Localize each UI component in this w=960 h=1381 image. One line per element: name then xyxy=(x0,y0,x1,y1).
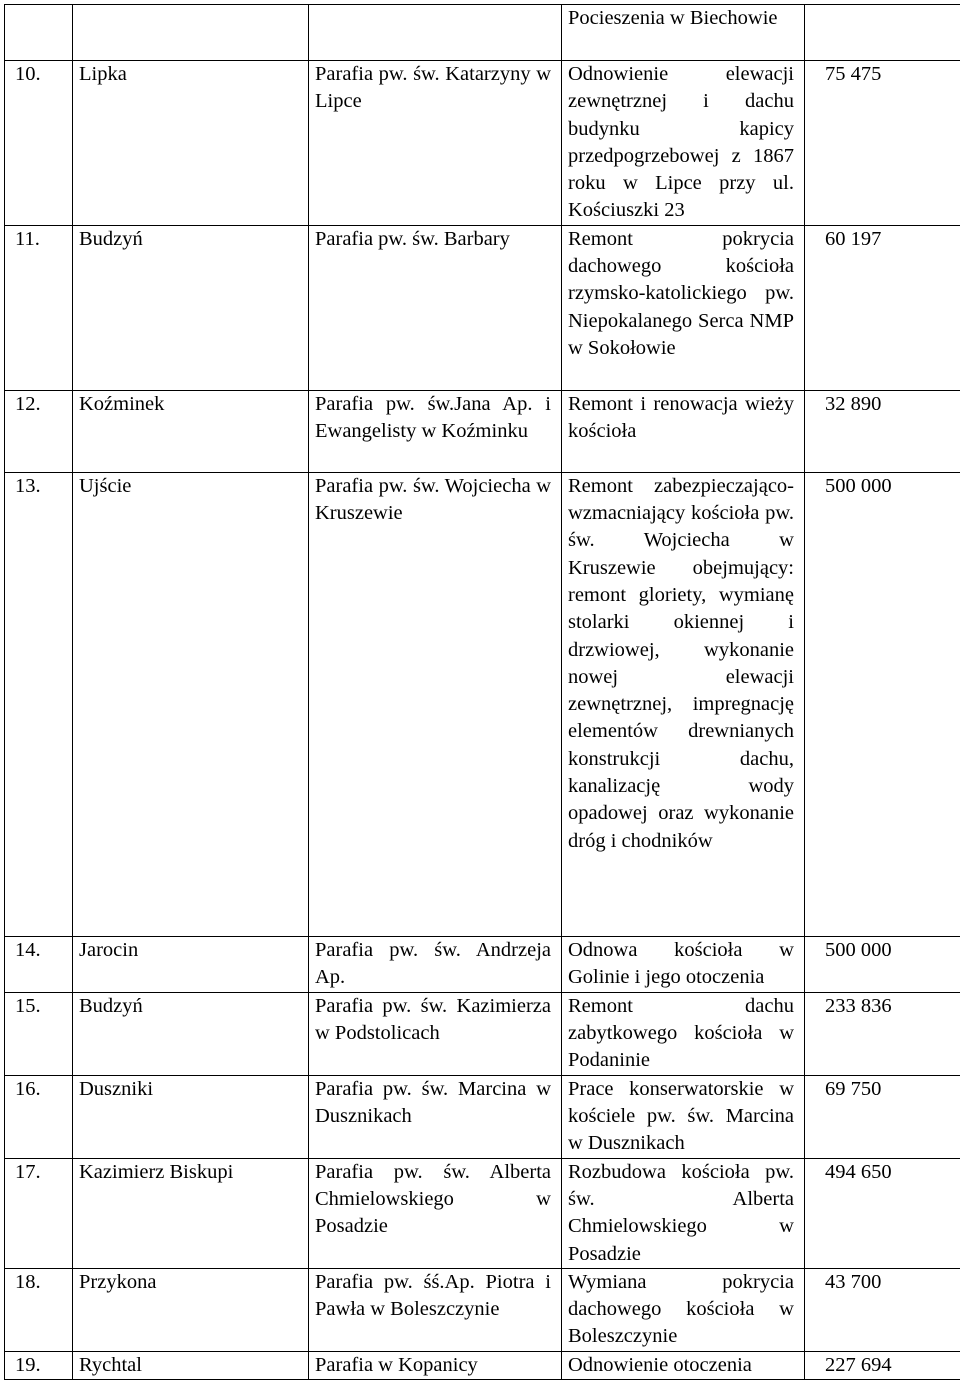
task-description-text: Remont zabezpieczająco-wzmacniający kościoła pw. św. Wojciecha w Kruszewie obejmujący: remont gloriety, wymianę stolarki okiennej i drzwiowej, wykonanie nowej elewacji zewnętrznej, impregnację elementów drewnianych konstrukcji dachu, kanalizację wody opadowej oraz wykonanie dróg i chodników xyxy=(568,474,794,852)
table-row xyxy=(5,1158,960,1268)
beneficiary-parish xyxy=(309,472,562,936)
beneficiary-parish-text: Parafia pw. św. Katarzyny w Lipce xyxy=(315,63,551,113)
grant-amount: 494 650 xyxy=(805,1158,960,1268)
task-description xyxy=(562,472,805,936)
task-description xyxy=(562,936,805,992)
task-description-text: Pocieszenia w Biechowie xyxy=(568,7,778,29)
table-row xyxy=(5,992,960,1075)
beneficiary-parish: Parafia w Kopanicy xyxy=(309,1351,562,1379)
grant-amount: 75 475 xyxy=(805,61,960,226)
task-description-text: Odnowa kościoła w Golinie i jego otoczenia xyxy=(568,938,794,989)
table-row xyxy=(5,1075,960,1158)
grant-amount: 233 836 xyxy=(805,992,960,1075)
beneficiary-parish xyxy=(309,1075,562,1158)
grant-amount: 43 700 xyxy=(805,1268,960,1351)
table-row xyxy=(5,1351,960,1379)
grant-amount: 32 890 xyxy=(805,390,960,472)
row-number: 17. xyxy=(5,1158,73,1268)
grant-amount: 227 694 xyxy=(805,1351,960,1379)
task-description xyxy=(562,1268,805,1351)
beneficiary-parish xyxy=(309,1158,562,1268)
grants-table xyxy=(4,4,960,1380)
row-number: 11. xyxy=(5,225,73,390)
task-description xyxy=(562,1075,805,1158)
row-number: 10. xyxy=(5,61,73,226)
beneficiary-parish-text: Parafia pw. śś.Ap. Piotra i Pawła w Boleszczynie xyxy=(315,1270,551,1321)
task-description-text: Rozbudowa kościoła pw. św. Alberta Chmielowskiego w Posadzie xyxy=(568,1160,794,1265)
table-row xyxy=(5,225,960,390)
table-row xyxy=(5,1268,960,1351)
beneficiary-parish-text: Parafia pw. św. Marcina w Dusznikach xyxy=(315,1077,551,1127)
task-description xyxy=(562,225,805,390)
municipality-name: Przykona xyxy=(73,1268,309,1351)
task-description-text: Prace konserwatorskie w kościele pw. św. Marcina w Dusznikach xyxy=(568,1077,794,1155)
beneficiary-parish-text: Parafia pw. św.Jana Ap. i Ewangelisty w Koźminku xyxy=(315,392,551,443)
municipality-name: Koźminek xyxy=(73,390,309,472)
task-description-text: Odnowienie elewacji zewnętrznej i dachu budynku kapicy przedpogrzebowej z 1867 roku w Lipce przy ul. Kościuszki 23 xyxy=(568,63,794,222)
row-number: 15. xyxy=(5,992,73,1075)
municipality-name: Rychtal xyxy=(73,1351,309,1379)
beneficiary-parish xyxy=(309,225,562,390)
task-description-text: Remont i renowacja wieży kościoła xyxy=(568,392,794,443)
beneficiary-parish xyxy=(309,992,562,1075)
task-description xyxy=(562,5,805,61)
task-description-text: Remont pokrycia dachowego kościoła rzymsko-katolickiego pw. Niepokalanego Serca NMP w Sokołowie xyxy=(568,227,794,359)
grant-amount: 500 000 xyxy=(805,472,960,936)
row-number: 12. xyxy=(5,390,73,472)
table-row xyxy=(5,472,960,936)
task-description xyxy=(562,61,805,226)
row-number: 18. xyxy=(5,1268,73,1351)
task-description xyxy=(562,390,805,472)
table-row xyxy=(5,61,960,226)
beneficiary-parish xyxy=(309,5,562,61)
municipality-name xyxy=(73,5,309,61)
task-description-text: Wymiana pokrycia dachowego kościoła w Boleszczynie xyxy=(568,1270,794,1348)
table-row xyxy=(5,390,960,472)
task-description-text: Remont dachu zabytkowego kościoła w Podaninie xyxy=(568,994,794,1072)
municipality-name: Ujście xyxy=(73,472,309,936)
grant-amount xyxy=(805,5,960,61)
row-number xyxy=(5,5,73,61)
row-number: 14. xyxy=(5,936,73,992)
beneficiary-parish-text: Parafia pw. św. Alberta Chmielowskiego w Posadzie xyxy=(315,1160,551,1238)
row-number: 19. xyxy=(5,1351,73,1379)
grant-amount: 69 750 xyxy=(805,1075,960,1158)
table-row xyxy=(5,5,960,61)
beneficiary-parish-text: Parafia pw. św. Wojciecha w Kruszewie xyxy=(315,474,551,525)
beneficiary-parish-text: Parafia pw. św. Kazimierza w Podstolicach xyxy=(315,994,551,1045)
beneficiary-parish-text: Parafia pw. św. Andrzeja Ap. xyxy=(315,938,551,989)
table-row xyxy=(5,936,960,992)
row-number: 16. xyxy=(5,1075,73,1158)
beneficiary-parish xyxy=(309,390,562,472)
beneficiary-parish xyxy=(309,61,562,226)
task-description: Odnowienie otoczenia xyxy=(562,1351,805,1379)
beneficiary-parish xyxy=(309,1268,562,1351)
municipality-name: Jarocin xyxy=(73,936,309,992)
grant-amount: 60 197 xyxy=(805,225,960,390)
grant-amount: 500 000 xyxy=(805,936,960,992)
beneficiary-parish xyxy=(309,936,562,992)
municipality-name: Budzyń xyxy=(73,992,309,1075)
municipality-name: Duszniki xyxy=(73,1075,309,1158)
task-description xyxy=(562,992,805,1075)
beneficiary-parish-text: Parafia pw. św. Barbary xyxy=(315,227,510,250)
task-description xyxy=(562,1158,805,1268)
municipality-name: Budzyń xyxy=(73,225,309,390)
municipality-name: Lipka xyxy=(73,61,309,226)
municipality-name: Kazimierz Biskupi xyxy=(73,1158,309,1268)
row-number: 13. xyxy=(5,472,73,936)
